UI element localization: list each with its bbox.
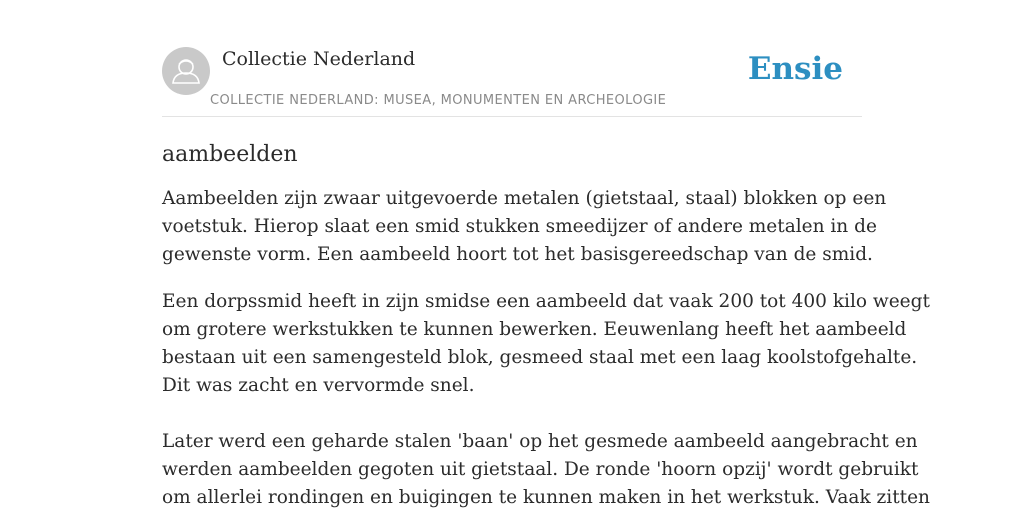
article-paragraph [162, 185, 887, 269]
author-name[interactable]: Collectie Nederland [222, 48, 416, 70]
user-icon [162, 47, 210, 95]
author-avatar[interactable] [162, 47, 210, 95]
paragraph-line: voetstuk. Hierop slaat een smid stukken smeedijzer of andere metalen in de [162, 216, 877, 237]
paragraph-line: bestaan uit een samengesteld blok, gesmeed staal met een laag koolstofgehalte. [162, 347, 918, 368]
article-paragraph [162, 428, 930, 512]
article-paragraph [162, 288, 930, 400]
article-header [162, 47, 862, 117]
paragraph-line: om allerlei rondingen en buigingen te kunnen maken in het werkstuk. Vaak zitten [162, 487, 930, 508]
paragraph-line: Aambeelden zijn zwaar uitgevoerde metalen (gietstaal, staal) blokken op een [162, 188, 887, 209]
paragraph-line: Later werd een geharde stalen 'baan' op het gesmede aambeeld aangebracht en [162, 431, 918, 452]
brand-logo[interactable]: Ensie [747, 51, 843, 87]
paragraph-line: werden aambeelden gegoten uit gietstaal. De ronde 'hoorn opzij' wordt gebruikt [162, 459, 919, 480]
author-subtitle[interactable]: COLLECTIE NEDERLAND: MUSEA, MONUMENTEN EN ARCHEOLOGIE [210, 93, 667, 108]
article-title: aambeelden [162, 142, 298, 167]
paragraph-line: om grotere werkstukken te kunnen bewerken. Eeuwenlang heeft het aambeeld [162, 319, 907, 340]
article-content [162, 139, 930, 512]
paragraph-line: Dit was zacht en vervormde snel. [162, 375, 475, 396]
paragraph-line: gewenste vorm. Een aambeeld hoort tot het basisgereedschap van de smid. [162, 244, 873, 265]
paragraph-line: Een dorpssmid heeft in zijn smidse een aambeeld dat vaak 200 tot 400 kilo weegt [162, 291, 930, 312]
